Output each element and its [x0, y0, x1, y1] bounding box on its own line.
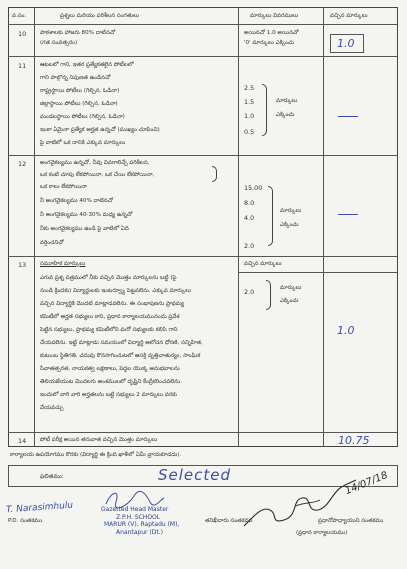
- inspector-signature-caption: తనిఖీదారు సంతకము: [205, 518, 253, 524]
- col-divider: [323, 7, 324, 447]
- principal-signature-subcaption: (ప్రధాన కార్యాలయము): [296, 530, 348, 536]
- row-number: 13: [18, 261, 27, 269]
- office-use-note: కార్యాలయ ఉపయోగము కొరకు (విద్యార్థి ఈ క్రింది ఖాళీలో ఏమీ వ్రాయకూడదు).: [10, 452, 182, 458]
- row-12-line: నీ అంగవైకల్యము 40% దాటినచో: [40, 198, 113, 204]
- row-10-marks-detail: '0' మార్కులు ఎక్కించు: [244, 40, 295, 46]
- row-13-given-marks: 1.0: [337, 324, 355, 337]
- header-sno: వ.సం.: [12, 13, 27, 19]
- row-10-line: పాఠశాలకు హాజరు 80% దాటినచో: [40, 30, 116, 36]
- brace: [266, 280, 271, 310]
- row-14-text: పోటీ పరీక్ష అయిన తరువాత వచ్చిన మొత్తం మార్కులు: [40, 437, 158, 443]
- school-stamp-line: Gazetted Head Master: [101, 506, 169, 513]
- row-13-label: ఎక్కించు: [280, 298, 299, 304]
- row-13-line: తెలియజేయుట మొదలగు అంశములలో దృష్టిని కేంద్రీకరించవలెను.: [40, 379, 182, 385]
- pd-signature: T. Narasimhulu: [5, 500, 74, 516]
- row-number: 11: [18, 62, 27, 70]
- row-13-title: సమూహిక మార్కులు: [40, 261, 86, 267]
- row-divider: [8, 256, 398, 257]
- row-12-given-marks: [338, 214, 358, 215]
- row-12-line: వర్తించనిచో: [40, 240, 64, 246]
- result-value: Selected: [158, 466, 232, 484]
- col-divider: [238, 7, 239, 447]
- brace: [268, 186, 273, 246]
- row-12-value: 8.0: [244, 199, 255, 207]
- row-10-given-marks: 1.0: [337, 37, 355, 50]
- school-stamp-line: Z.P.H. SCHOOL: [116, 513, 161, 521]
- row-divider: [238, 272, 398, 273]
- row-11-value: 1.5: [244, 98, 255, 106]
- row-number: 10: [18, 30, 27, 38]
- row-divider: [8, 24, 398, 25]
- row-11-given-marks: [338, 116, 358, 117]
- row-number: 12: [18, 160, 27, 168]
- row-13-line: ఇందులో వారి వారి అర్హతలను బట్టి సభ్యులు 2 మార్కులు వరకు: [40, 392, 177, 398]
- row-divider: [8, 155, 398, 156]
- row-number: 14: [18, 437, 27, 445]
- row-11-value: 1.0: [244, 112, 255, 120]
- row-11-value: 2.5: [244, 84, 255, 92]
- row-12-value: 4.0: [244, 214, 255, 222]
- result-label: ఫలితము:: [40, 473, 64, 480]
- brace: [212, 166, 217, 182]
- row-11-line: మండలస్థాయి పోటీలు (గెల్చిన, ఓడినా): [40, 114, 125, 120]
- row-12-line: ఒక కంటి చూపు లేకపోయినా, ఒక చేయి లేకపోయినా,: [40, 172, 155, 178]
- row-divider: [8, 432, 398, 433]
- row-11-line: ఆటలలో గాని, ఇతర ప్రత్యేకతలైన పోటీలలో: [40, 62, 134, 68]
- row-11-line: రాష్ట్రస్థాయి పోటీలు (గెల్చిన, ఓడినా): [40, 88, 120, 94]
- pd-signature-caption: P.D. సంతకము: [8, 518, 43, 524]
- row-13-line: వచ్చిన విద్యార్థికి మొదటి మాట్లాడవలెను. ఈ సంభాషణను ప్రాథమ్య: [40, 301, 185, 307]
- row-11-label: ఎక్కించు: [276, 112, 295, 118]
- row-13-line: చేయవలెను. ఇట్టి మాట్లాడు సమయంలో విద్యార్థి ఆలోచన ధోరణి, సన్నిహిత,: [40, 340, 203, 346]
- row-10-line: (గత సంవత్సరం): [40, 40, 78, 46]
- signature-date: 14/07/18: [343, 469, 390, 498]
- col-divider: [34, 7, 35, 447]
- row-13-line: నుండి క్రిందకు) విద్యార్థులకు ఇంటర్వ్యూ పెట్టవలెను. ఎక్కువ మార్కులు: [40, 288, 191, 294]
- row-13-value: 2.0: [244, 288, 255, 296]
- row-11-line: ఇంకా ఏమైనా ప్రత్యేక అర్హత ఉన్నచో (ముఖ్యం చూపించి): [40, 127, 160, 133]
- row-11-label: మార్కులు: [276, 98, 298, 104]
- row-10-marks-detail: అయినచో 1.0 అయినచో: [244, 30, 299, 36]
- row-12-label: మార్కులు: [280, 208, 302, 214]
- row-12-label: ఎక్కించు: [280, 222, 299, 228]
- row-13-line: పెట్టిన సభ్యులు, ప్రాథమ్య కమిటీలోని మరో సభ్యులకు కలిసి గాని: [40, 327, 178, 333]
- row-12-line: నీకు అంగవైకల్యము ఉండి పై వాటిలో ఏది: [40, 226, 129, 232]
- row-12-line: అంగవైకల్యము ఉన్నచో, నీవు వివరాలిచ్చే పరిశీలన,: [40, 160, 150, 166]
- row-13-line: వేయవచ్చు: [40, 405, 64, 411]
- school-stamp-line: Anantapur (Dt.): [116, 528, 163, 536]
- row-12-value: 15.00: [244, 184, 263, 192]
- row-13-line: కుటుంబ స్థితిగతి, చదువు కొనసాగించుటలో ఆసక్తి వృత్తిచాతుర్యం, సాంఘిక: [40, 353, 201, 359]
- header-given-marks: వచ్చిన మార్కులు: [330, 13, 368, 19]
- row-12-line: నీ అంగవైకల్యము 40-30% మధ్య ఉన్నచో: [40, 212, 133, 218]
- row-14-given-marks: 10.75: [338, 434, 370, 447]
- row-13-label: మార్కులు: [280, 285, 302, 291]
- row-13-line: కమిటీలో అర్హత సభ్యులు కాని, ప్రధాన కార్యాలయమునందు ప్రవేశ: [40, 314, 180, 320]
- row-13-line: సేవాతత్పరత, నాయకత్వ లక్షణాలు, పెద్దల యొక్క అనుభవాలను: [40, 366, 180, 372]
- header-marks-detail: మార్కులు వివరములు: [250, 13, 299, 19]
- row-13-line: ఎగువ ప్రశ్న పత్రములో నీకు వచ్చిన మొత్తం మార్కులను బట్టి (పై: [40, 275, 177, 281]
- school-stamp-line: MARUR (V), Raptadu (M),: [104, 521, 180, 528]
- row-divider: [8, 56, 398, 57]
- row-11-line: గాని పాల్గొన్న నిపుణత ఉండినచో: [40, 75, 111, 81]
- brace: [262, 84, 267, 136]
- row-11-line: పై వాటిలో ఒక దానికి ఎక్కువ మార్కులు: [40, 140, 126, 146]
- principal-signature-caption: ప్రధానోపాధ్యాయుని సంతకము: [318, 518, 384, 524]
- row-12-value: 2.0: [244, 242, 255, 250]
- row-11-value: 0.5: [244, 128, 255, 136]
- row-12-line: ఒక కాలు లేకపోయినా: [40, 184, 87, 190]
- row-11-line: జిల్లాస్థాయి పోటీలు (గెల్చిన, ఓడినా): [40, 101, 118, 107]
- row-13-marks-header: వచ్చిన మార్కులు: [244, 261, 282, 267]
- header-criteria: ప్రశ్నలు మరియు పరిశీలన సంగతులు: [60, 13, 140, 19]
